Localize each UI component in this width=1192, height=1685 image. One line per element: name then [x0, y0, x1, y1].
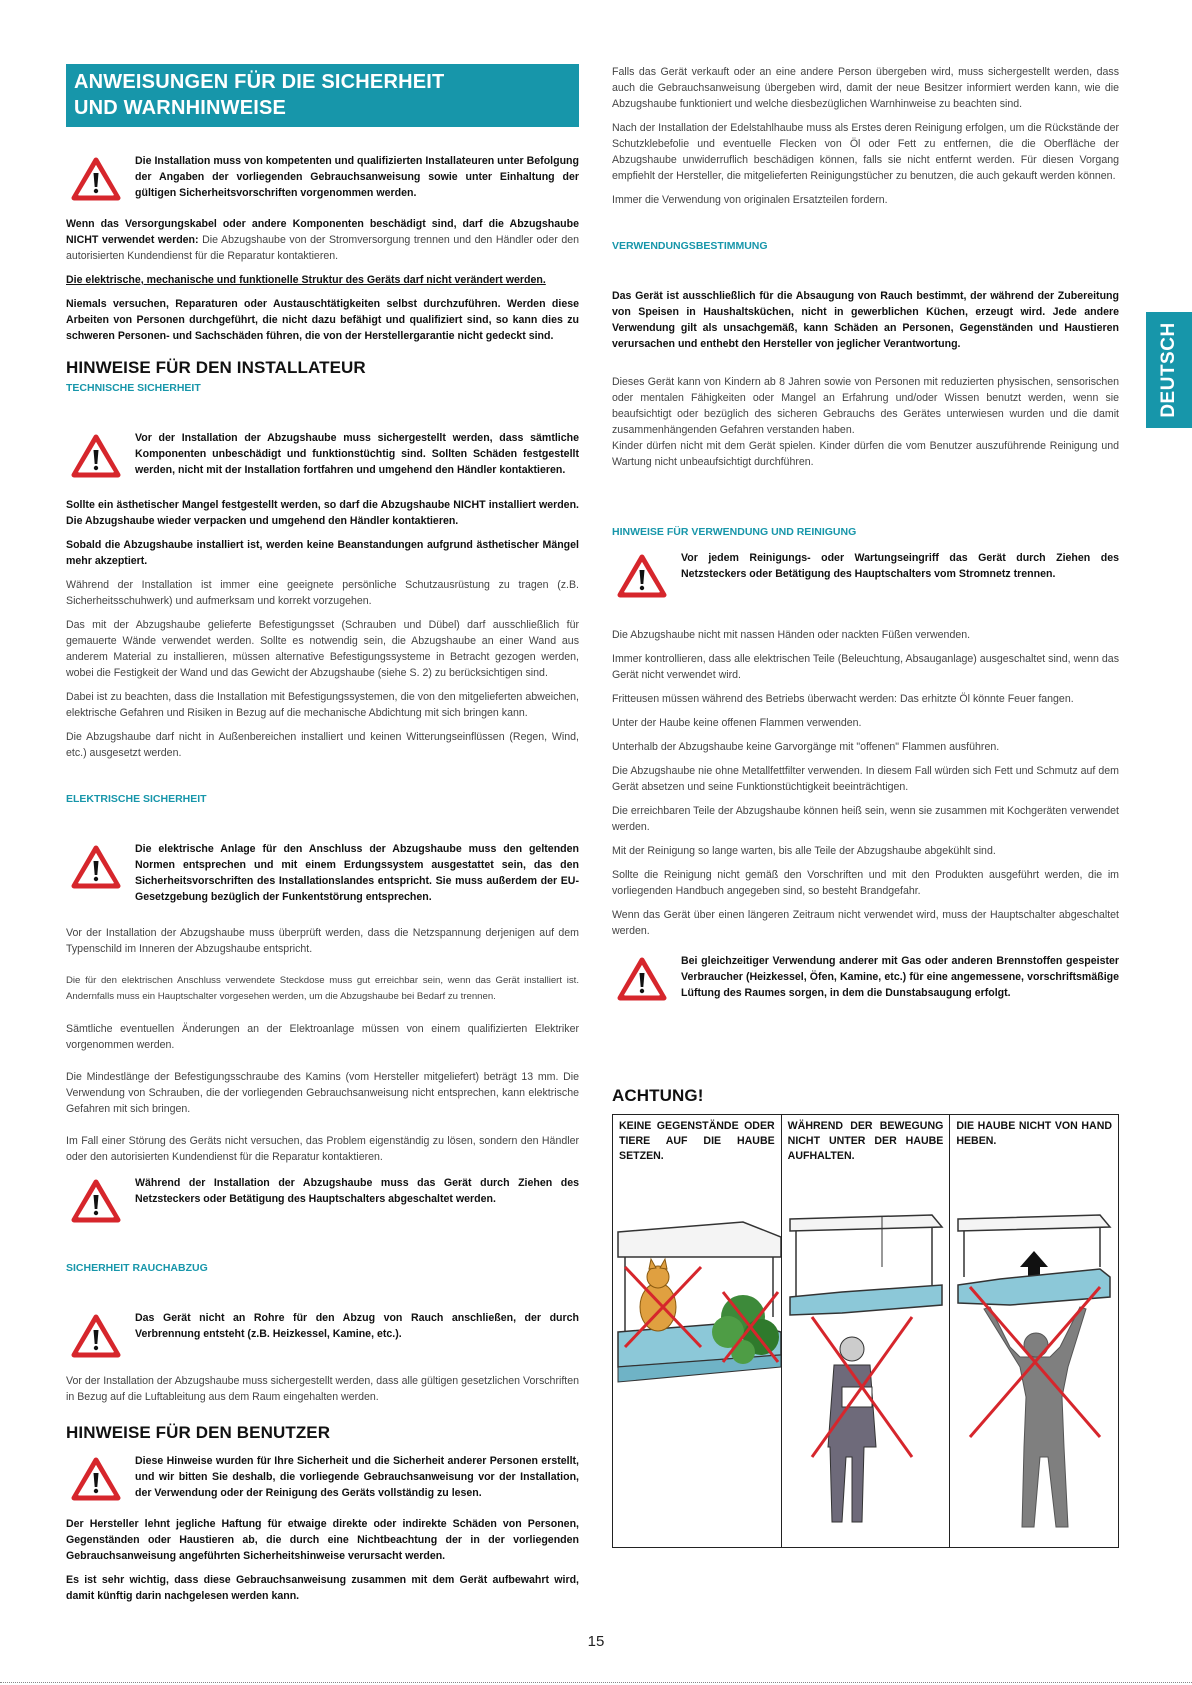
paragraph: Unter der Haube keine offenen Flammen verwenden.: [612, 717, 862, 729]
illustration-panel-moving: [782, 1115, 951, 1547]
warning-text: Die Installation muss von kompetenten und qualifizierten Installateuren unter Befolgung der Angaben der vorliegenden Gebrauchsanweisung sowie unter Einhaltung der gültigen Sicherheitsvorschriften vorgenommen werden.: [135, 155, 579, 199]
right-column: [612, 64, 1119, 1548]
paragraph-underlined: Die elektrische, mechanische und funktionelle Struktur des Geräts darf nicht verändert werden.: [66, 274, 546, 286]
subheading-use-cleaning: HINWEISE FÜR VERWENDUNG UND REINIGUNG: [612, 526, 857, 538]
subheading-intended-use: VERWENDUNGSBESTIMMUNG: [612, 240, 768, 252]
warning-triangle-icon: [617, 957, 667, 1001]
panel-caption: WÄHREND DER BEWEGUNG NICHT UNTER DER HAUBE AUFHALTEN.: [787, 1120, 944, 1162]
subheading-smoke: SICHERHEIT RAUCHABZUG: [66, 1262, 208, 1274]
warning-text: Vor der Installation der Abzugshaube muss sichergestellt werden, dass sämtliche Komponenten unbeschädigt und funktionstüchtig sind. Sollten Schäden festgestellt werden, nicht mit der Installation fortfahren und umgehend den Händler kontaktieren.: [135, 432, 579, 476]
paragraph: Niemals versuchen, Reparaturen oder Austauschtätigkeiten selbst durchzuführen. Werden diese Arbeiten von Personen durchgeführt, die nicht dazu befähigt und qualifiziert sind, so kann dies zu schweren Personen- und Sachschäden führen, die von der Herstellergarantie nicht gedeckt sind.: [66, 298, 579, 342]
paragraph: Während der Installation ist immer eine geeignete persönliche Schutzausrüstung zu tragen (z.B. Sicherheitsschuhwerk) und aufmerksam und korrekt vorzugehen.: [66, 579, 579, 607]
language-side-tab: [1146, 312, 1192, 428]
paragraph: Das Gerät ist ausschließlich für die Absaugung von Rauch bestimmt, der während der Zubereitung von Speisen in Haushaltsküchen, nicht in gewerblichen Küchen, erzeugt wird. Jede andere Verwendung gilt als unsachgemäß, kann Schäden an Personen, Gegenständen und Haustieren verursachen und enthebt den Hersteller von jeglicher Verantwortung.: [612, 290, 1119, 350]
paragraph: Die Abzugshaube nicht mit nassen Händen oder nackten Füßen verwenden.: [612, 629, 971, 641]
paragraph: Kinder dürfen nicht mit dem Gerät spielen. Kinder dürfen die vom Benutzer auszuführende Reinigung und Wartung nicht unbeaufsichtigt durchführen.: [612, 440, 1119, 468]
paragraph: Sollte die Reinigung nicht gemäß den Vorschriften und mit den Produkten ausgeführt werden, die im vorliegenden Handbuch angegeben sind, so besteht Brandgefahr.: [612, 869, 1119, 897]
paragraph: Falls das Gerät verkauft oder an eine andere Person übergeben wird, muss sichergestellt werden, dass auch die Gebrauchsanweisung übergeben wird, damit der neue Besitzer informiert werden kann, wie die Abzugshaube funktioniert und welche diesbezüglichen Warnhinweise zu beachten sind.: [612, 66, 1119, 110]
warning-block: [66, 153, 579, 206]
hood-with-cat-and-plant-illustration: [613, 1197, 781, 1547]
paragraph: Fritteusen müssen während des Betriebs überwacht werden: Das erhitzte Öl könnte Feuer fangen.: [612, 693, 1074, 705]
warning-block: [66, 841, 579, 905]
title-line-1: ANWEISUNGEN FÜR DIE SICHERHEIT: [74, 71, 445, 93]
warning-text: Bei gleichzeitiger Verwendung anderer mit Gas oder anderen Brennstoffen gespeister Verbraucher (Heizkessel, Öfen, Kamine, etc.) für eine angemessene, vorschriftsmäßige Lüftung des Raumes sorgen, in dem die Dunstabsaugung erfolgt.: [681, 955, 1119, 999]
warning-text: Vor jedem Reinigungs- oder Wartungseingriff das Gerät durch Ziehen des Netzsteckers oder Betätigung des Hauptschalters vom Stromnetz trennen.: [681, 552, 1119, 580]
paragraph: Unterhalb der Abzugshaube keine Garvorgänge mit "offenen" Flammen ausführen.: [612, 741, 1000, 753]
warning-triangle-icon: [71, 1179, 121, 1223]
heading-user: HINWEISE FÜR DEN BENUTZER: [66, 1423, 331, 1442]
paragraph: Sollte ein ästhetischer Mangel festgestellt werden, so darf die Abzugshaube NICHT installiert werden. Die Abzugshaube wieder verpacken und umgehend den Händler kontaktieren.: [66, 499, 579, 527]
hood-with-person-illustration: [782, 1197, 950, 1547]
paragraph: Wenn das Versorgungskabel oder andere Komponenten beschädigt sind, darf die Abzugshaube NICHT verwendet werden: Die Abzugshaube von der Stromversorgung trennen und den Händler oder den autorisierten Kundendienst für die Reparatur kontaktieren.: [66, 218, 579, 262]
paragraph: Sobald die Abzugshaube installiert ist, werden keine Beanstandungen aufgrund ästhetischer Mängel mehr akzeptiert.: [66, 539, 579, 567]
illustration-panel-objects: [613, 1115, 782, 1547]
paragraph: Nach der Installation der Edelstahlhaube muss als Erstes deren Reinigung erfolgen, um die Rückstände der Schutzklebefolie und eventuelle Flecken von Öl oder Fett zu entfernen, die die Oberfläche der Abzugshaube unwiderruflich beschädigen können, falls sie nicht entfernt werden. Für diesen Vorgang empfiehlt der Hersteller, die mitgelieferten Reinigungstücher zu benutzen, die auch gekauft werden können.: [612, 122, 1119, 182]
warning-text: Diese Hinweise wurden für Ihre Sicherheit und die Sicherheit anderer Personen erstellt, und wir bitten Sie deshalb, die vorliegende Gebrauchsanweisung vor der Installation, der Verwendung oder der Reinigung des Geräts vollständig zu lesen.: [135, 1455, 579, 1499]
subheading-electrical: ELEKTRISCHE SICHERHEIT: [66, 793, 207, 805]
warning-block: [66, 1175, 579, 1228]
paragraph: Der Hersteller lehnt jegliche Haftung für etwaige direkte oder indirekte Schäden von Personen, Gegenständen oder Haustieren ab, die durch eine Nichtbeachtung der in der vorliegenden Gebrauchsanweisung angeführten Sicherheitshinweise verursacht werden.: [66, 1518, 579, 1562]
heading-attention: ACHTUNG!: [612, 1086, 704, 1105]
paragraph: Immer die Verwendung von originalen Ersatzteilen fordern.: [612, 194, 888, 206]
warning-text: Das Gerät nicht an Rohre für den Abzug von Rauch anschließen, der durch Verbrennung entsteht (z.B. Heizkessel, Kamine, etc.).: [135, 1312, 579, 1340]
paragraph: Im Fall einer Störung des Geräts nicht versuchen, das Problem eigenständig zu lösen, sondern den Händler oder den autorisierten Kundendienst für die Reparatur kontaktieren.: [66, 1135, 579, 1163]
warning-block: [66, 1310, 579, 1363]
warning-block: [66, 430, 579, 483]
subheading-technical: TECHNISCHE SICHERHEIT: [66, 382, 201, 394]
warning-triangle-icon: [71, 434, 121, 478]
hood-lifted-by-hand-illustration: [950, 1197, 1118, 1547]
warning-triangle-icon: [71, 1314, 121, 1358]
attention-illustrations: [612, 1114, 1119, 1548]
warning-block: [612, 550, 1119, 603]
paragraph: Vor der Installation der Abzugshaube muss sichergestellt werden, dass alle gültigen gesetzlichen Vorschriften in Bezug auf die Luftableitung aus dem Raum eingehalten werden.: [66, 1375, 579, 1403]
warning-block: [66, 1453, 579, 1506]
paragraph: Die für den elektrischen Anschluss verwendete Steckdose muss gut erreichbar sein, wenn das Gerät installiert ist. Andernfalls muss ein Hauptschalter vorgesehen werden, um die Abzugshaube bei Bedarf zu trennen.: [66, 975, 579, 1002]
panel-caption: DIE HAUBE NICHT VON HAND HEBEN.: [956, 1120, 1113, 1147]
left-column: [66, 64, 579, 1612]
language-label: DEUTSCH: [1158, 322, 1179, 418]
warning-triangle-icon: [71, 1457, 121, 1501]
illustration-panel-lift: [950, 1115, 1118, 1547]
paragraph: Die Mindestlänge der Befestigungsschraube des Kamins (vom Hersteller mitgeliefert) beträgt 13 mm. Die Verwendung von Schrauben, die der vorliegenden Gebrauchsanweisung nicht entsprechen, kann elektrische Gefahren mit sich bringen.: [66, 1071, 579, 1115]
section-title-banner: [66, 64, 579, 127]
warning-block: [612, 953, 1119, 1006]
heading-installer: HINWEISE FÜR DEN INSTALLATEUR: [66, 358, 366, 377]
paragraph: Es ist sehr wichtig, dass diese Gebrauchsanweisung zusammen mit dem Gerät aufbewahrt wird, damit künftig darin nachgelesen werden kann.: [66, 1574, 579, 1602]
paragraph: Dabei ist zu beachten, dass die Installation mit Befestigungssystemen, die von den mitgelieferten abweichen, elektrische Gefahren und Risiken in Bezug auf die mechanische Abdichtung mit sich bringen kann.: [66, 691, 579, 719]
paragraph: Die Abzugshaube darf nicht in Außenbereichen installiert und keinen Witterungseinflüssen (Regen, Wind, etc.) ausgesetzt werden.: [66, 731, 579, 759]
warning-text: Während der Installation der Abzugshaube muss das Gerät durch Ziehen des Netzsteckers oder Betätigung des Hauptschalters abgeschaltet werden.: [135, 1177, 579, 1205]
paragraph: Die erreichbaren Teile der Abzugshaube können heiß sein, wenn sie zusammen mit Kochgeräten verwendet werden.: [612, 805, 1119, 833]
bottom-dotted-rule: [0, 1682, 1192, 1683]
paragraph: Immer kontrollieren, dass alle elektrischen Teile (Beleuchtung, Absauganlage) ausgeschaltet sind, wenn das Gerät nicht verwendet wird.: [612, 653, 1119, 681]
title-line-2: UND WARNHINWEISE: [74, 97, 287, 119]
warning-text: Die elektrische Anlage für den Anschluss der Abzugshaube muss den geltenden Normen entsprechen und mit einem Erdungssystem ausgestattet sein, das den Sicherheitsvorschriften des Installationslandes entspricht. Sie muss außerdem der EU-Gesetzgebung bezüglich der Funkentstörung entsprechen.: [135, 843, 579, 903]
paragraph: Wenn das Gerät über einen längeren Zeitraum nicht verwendet wird, muss der Hauptschalter abgeschaltet werden.: [612, 909, 1119, 937]
paragraph: Dieses Gerät kann von Kindern ab 8 Jahren sowie von Personen mit reduzierten physischen, sensorischen oder mentalen Fähigkeiten oder Mangel an Erfahrung und/oder Wissen benutzt werden, wenn sie beaufsichtigt oder bezüglich des sicheren Gebrauchs des Gerätes unterwiesen wurden und die damit zusammenhängenden Gefahren verstanden haben.: [612, 376, 1119, 436]
warning-triangle-icon: [71, 157, 121, 201]
paragraph: Die Abzugshaube nie ohne Metallfettfilter verwenden. In diesem Fall würden sich Fett und Schmutz auf dem Gerät absetzen und seine Funktionstüchtigkeit beeinträchtigen.: [612, 765, 1119, 793]
page-number: 15: [587, 1633, 605, 1650]
paragraph: Mit der Reinigung so lange warten, bis alle Teile der Abzugshaube abgekühlt sind.: [612, 845, 996, 857]
paragraph: Das mit der Abzugshaube gelieferte Befestigungsset (Schrauben und Dübel) darf ausschließlich für gemauerte Wände verwendet werden. Sollte es notwendig sein, die Abzugshaube an einer Wand aus anderem Material zu installieren, müssen alternative Befestigungssysteme in Betracht gezogen werden, wobei die Festigkeit der Wand und das Gewicht der Abzugshaube (siehe S. 2) zu berücksichtigen sind.: [66, 619, 579, 679]
warning-triangle-icon: [617, 554, 667, 598]
panel-caption: KEINE GEGENSTÄNDE ODER TIERE AUF DIE HAUBE SETZEN.: [619, 1120, 775, 1162]
paragraph: Vor der Installation der Abzugshaube muss überprüft werden, dass die Netzspannung derjenigen auf dem Typenschild im Inneren der Abzugshaube entspricht.: [66, 927, 579, 955]
paragraph: Sämtliche eventuellen Änderungen an der Elektroanlage müssen von einem qualifizierten Elektriker vorgenommen werden.: [66, 1023, 579, 1051]
warning-triangle-icon: [71, 845, 121, 889]
